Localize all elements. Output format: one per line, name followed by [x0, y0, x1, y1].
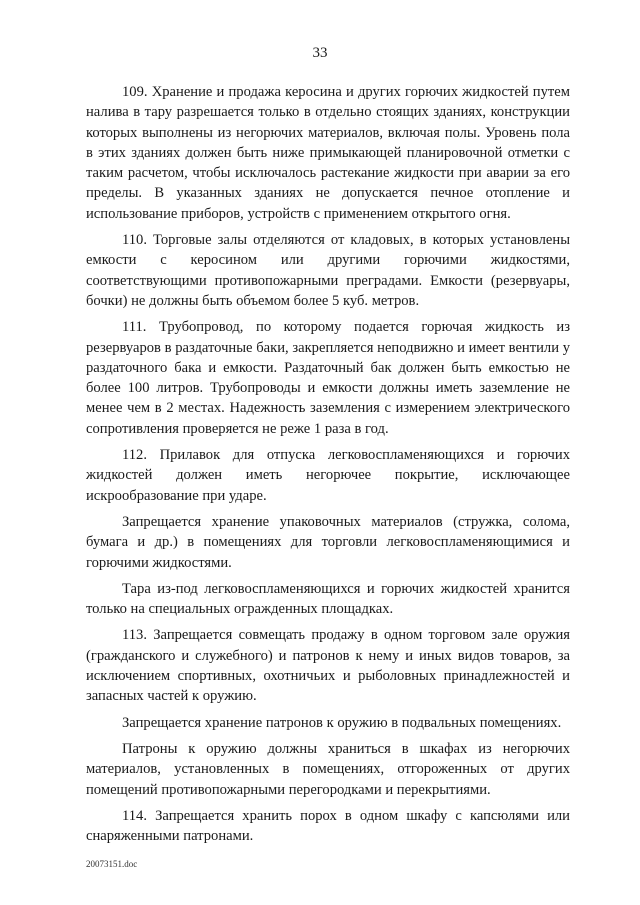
footer-filename: 20073151.doc: [86, 859, 138, 869]
paragraph-112: 112. Прилавок для отпуска легковоспламеняющихся и горючих жидкостей должен иметь негорючее покрытие, исключающее искрообразование при ударе.: [86, 447, 570, 504]
paragraph-112-packaging: Запрещается хранение упаковочных материалов (стружка, солома, бумага и др.) в помещениях для торговли легковоспламеняющимися и горючими жидкостями.: [86, 513, 570, 571]
paragraph-114: 114. Запрещается хранить порох в одном шкафу с капсюлями или снаряженными патронами.: [86, 807, 570, 845]
paragraph-111: 111. Трубопровод, по которому подается горючая жидкость из резервуаров в раздаточные баки, закрепляется неподвижно и имеет вентили у раздаточного бака и емкости. Раздаточный бак должен быть емкостью не более 100 литров. Трубопроводы и емкости должны иметь заземление не менее чем в 2 местах. Надежность заземления с измерением электрического сопротивления проверяется не реже 1 раза в год.: [86, 319, 570, 437]
paragraph-113-basements: Запрещается хранение патронов к оружию в подвальных помещениях.: [122, 714, 562, 731]
paragraph-113-cabinets: Патроны к оружию должны храниться в шкафах из негорючих материалов, установленных в помещениях, отгороженных от других помещений противопожарными перегородками и перекрытиями.: [86, 740, 570, 798]
paragraph-112-containers: Тара из-под легковоспламеняющихся и горючих жидкостей хранится только на специальных огражденных площадках.: [86, 580, 570, 618]
paragraph-109: 109. Хранение и продажа керосина и других горючих жидкостей путем налива в тару разрешается только в отдельно стоящих зданиях, конструкции которых выполнены из негорючих материалов, включая полы. Уровень пола в этих зданиях должен быть ниже примыкающей планировочной отметки с таким расчетом, чтобы исключалось растекание жидкости при аварии за его пределы. В указанных зданиях не допускается печное отопление и использование приборов, устройств с применением открытого огня.: [86, 84, 570, 222]
document-body: [86, 82, 570, 846]
page-number: 33: [312, 45, 328, 61]
paragraph-113: 113. Запрещается совмещать продажу в одном торговом зале оружия (гражданского и служебного) и патронов к нему и иных видов товаров, за исключением спортивных, охотничьих и рыболовных принадлежностей и запасных частей к оружию.: [86, 627, 570, 705]
paragraph-110: 110. Торговые залы отделяются от кладовых, в которых установлены емкости с керосином или другими горючими жидкостями, соответствующими противопожарными преградами. Емкости (резервуары, бочки) не должны быть объемом более 5 куб. метров.: [86, 232, 570, 309]
